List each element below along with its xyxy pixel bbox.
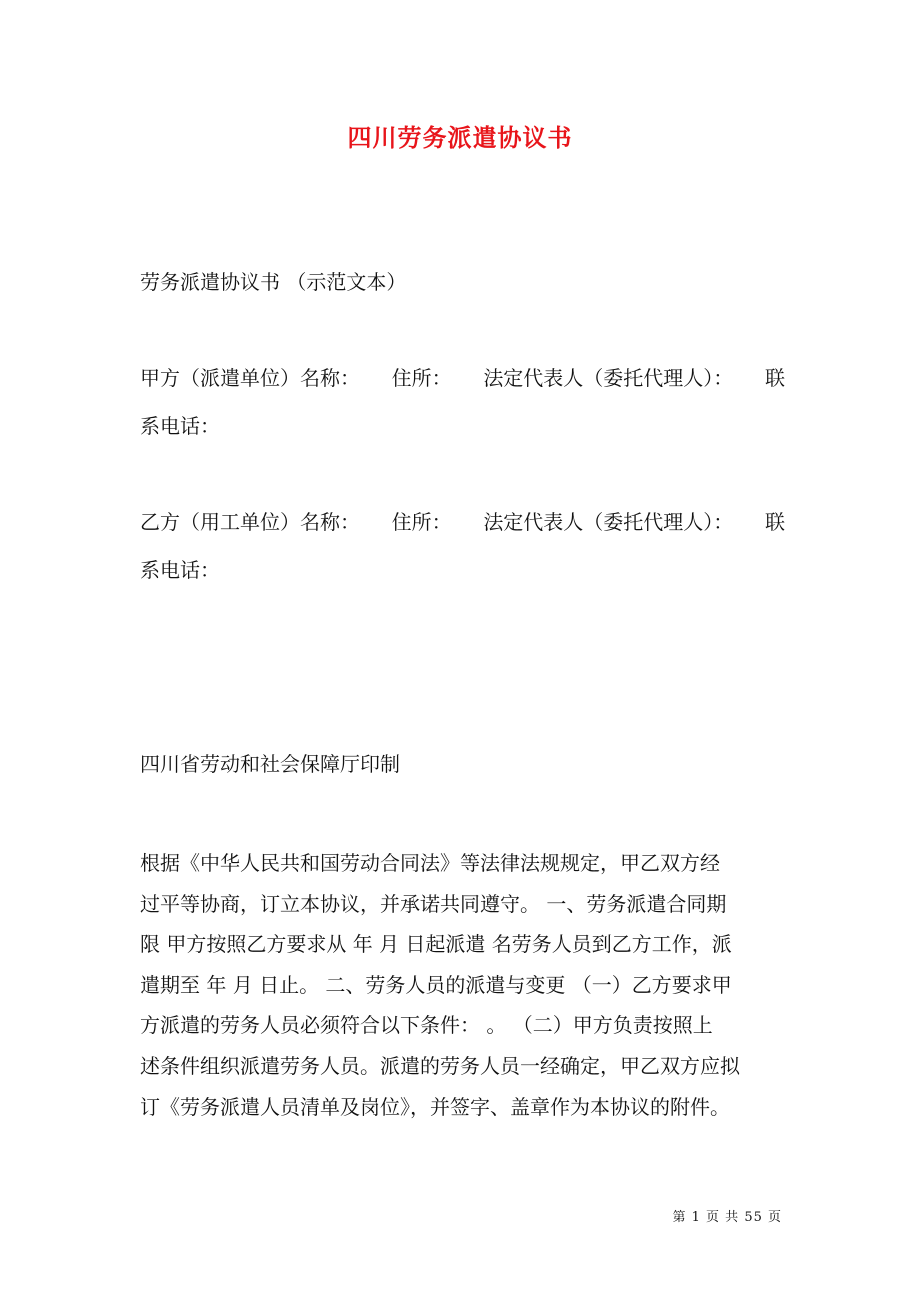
document-title: 四川劳务派遣协议书 xyxy=(347,123,573,152)
body-line: 遣期至 年 月 日止。 二、劳务人员的派遣与变更 （一）乙方要求甲 xyxy=(140,972,732,997)
party-a-name-label: 甲方（派遣单位）名称： xyxy=(140,366,360,390)
party-a-phone-label: 系电话： xyxy=(140,414,220,438)
party-b-name-label: 乙方（用工单位）名称： xyxy=(140,510,360,534)
body-line: 订《劳务派遣人员清单及岗位》，并签字、盖章作为本协议的附件。 xyxy=(140,1094,730,1119)
party-a-representative-label: 法定代表人（委托代理人）： xyxy=(483,366,734,390)
page-number: 第 1 页 共 55 页 xyxy=(672,1210,782,1225)
body-line: 过平等协商，订立本协议，并承诺共同遵守。 一、劳务派遣合同期 xyxy=(140,891,727,916)
party-b-address-label: 住所： xyxy=(391,510,452,534)
body-line: 方派遣的劳务人员必须符合以下条件： 。 （二）甲方负责按照上 xyxy=(140,1013,713,1038)
party-b-line-1 xyxy=(140,508,785,536)
party-b-phone-label: 系电话： xyxy=(140,558,220,582)
party-a-phone-label-start: 联 xyxy=(764,366,785,390)
body-line: 限 甲方按照乙方要求从 年 月 日起派遣 名劳务人员到乙方工作，派 xyxy=(140,932,732,957)
body-line: 根据《中华人民共和国劳动合同法》等法律法规规定，甲乙双方经 xyxy=(140,851,720,875)
body-paragraph xyxy=(140,843,785,1127)
document-subtitle: 劳务派遣协议书 （示范文本） xyxy=(140,270,407,294)
party-a-address-label: 住所： xyxy=(391,366,452,390)
printer-line: 四川省劳动和社会保障厅印制 xyxy=(140,752,400,776)
body-line: 述条件组织派遣劳务人员。派遣的劳务人员一经确定，甲乙双方应拟 xyxy=(140,1053,740,1078)
party-a-line-1 xyxy=(140,364,785,392)
party-b-representative-label: 法定代表人（委托代理人）： xyxy=(483,510,734,534)
party-b-phone-label-start: 联 xyxy=(764,510,785,534)
